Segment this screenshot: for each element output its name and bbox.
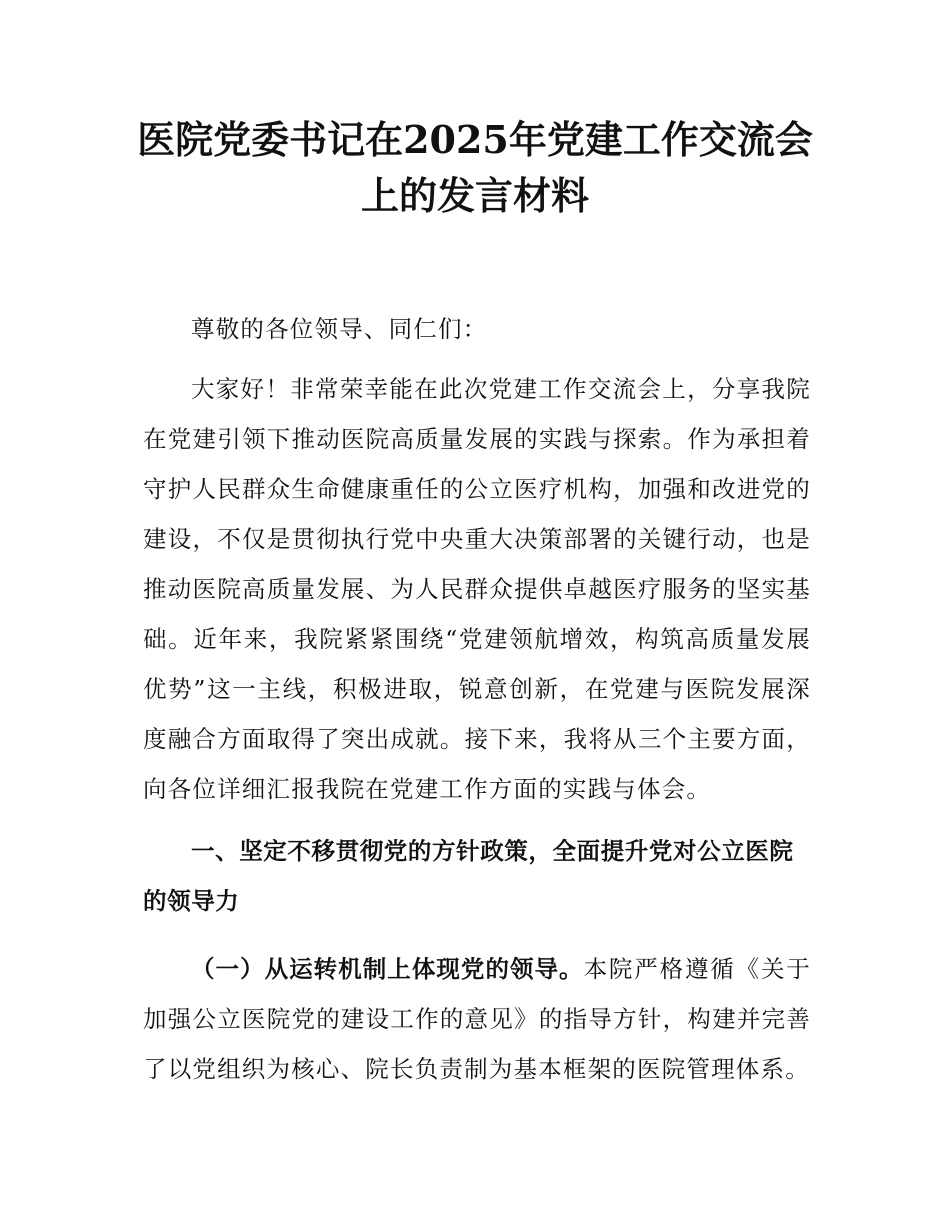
- subsection-heading-1: （一）从运转机制上体现党的领导。: [191, 955, 584, 983]
- document-title: 医院党委书记在2025年党建工作交流会上的发言材料: [137, 117, 813, 218]
- section-heading-1: 一、坚定不移贯彻党的方针政策，全面提升党对公立医院的领导力: [143, 837, 794, 915]
- greeting: 尊敬的各位领导、同仁们：: [191, 315, 488, 343]
- subsection-body-1: 本院严格遵循《关于加强公立医院党的建设工作的意见》的指导方针，构建并完善了以党组织为核心、院长负责制为基本框架的医院管理体系。: [143, 955, 811, 1083]
- intro-paragraph: 大家好！非常荣幸能在此次党建工作交流会上，分享我院在党建引领下推动医院高质量发展的实践与探索。作为承担着守护人民群众生命健康重任的公立医疗机构，加强和改进党的建设，不仅是贯彻执行党中央重大决策部署的关键行动，也是推动医院高质量发展、为人民群众提供卓越医疗服务的坚实基础。近年来，我院紧紧围绕“党建领航增效，构筑高质量发展优势”这一主线，积极进取，锐意创新，在党建与医院发展深度融合方面取得了突出成就。接下来，我将从三个主要方面，向各位详细汇报我院在党建工作方面的实践与体会。: [143, 375, 811, 803]
- subsection-paragraph-1: [143, 944, 811, 1094]
